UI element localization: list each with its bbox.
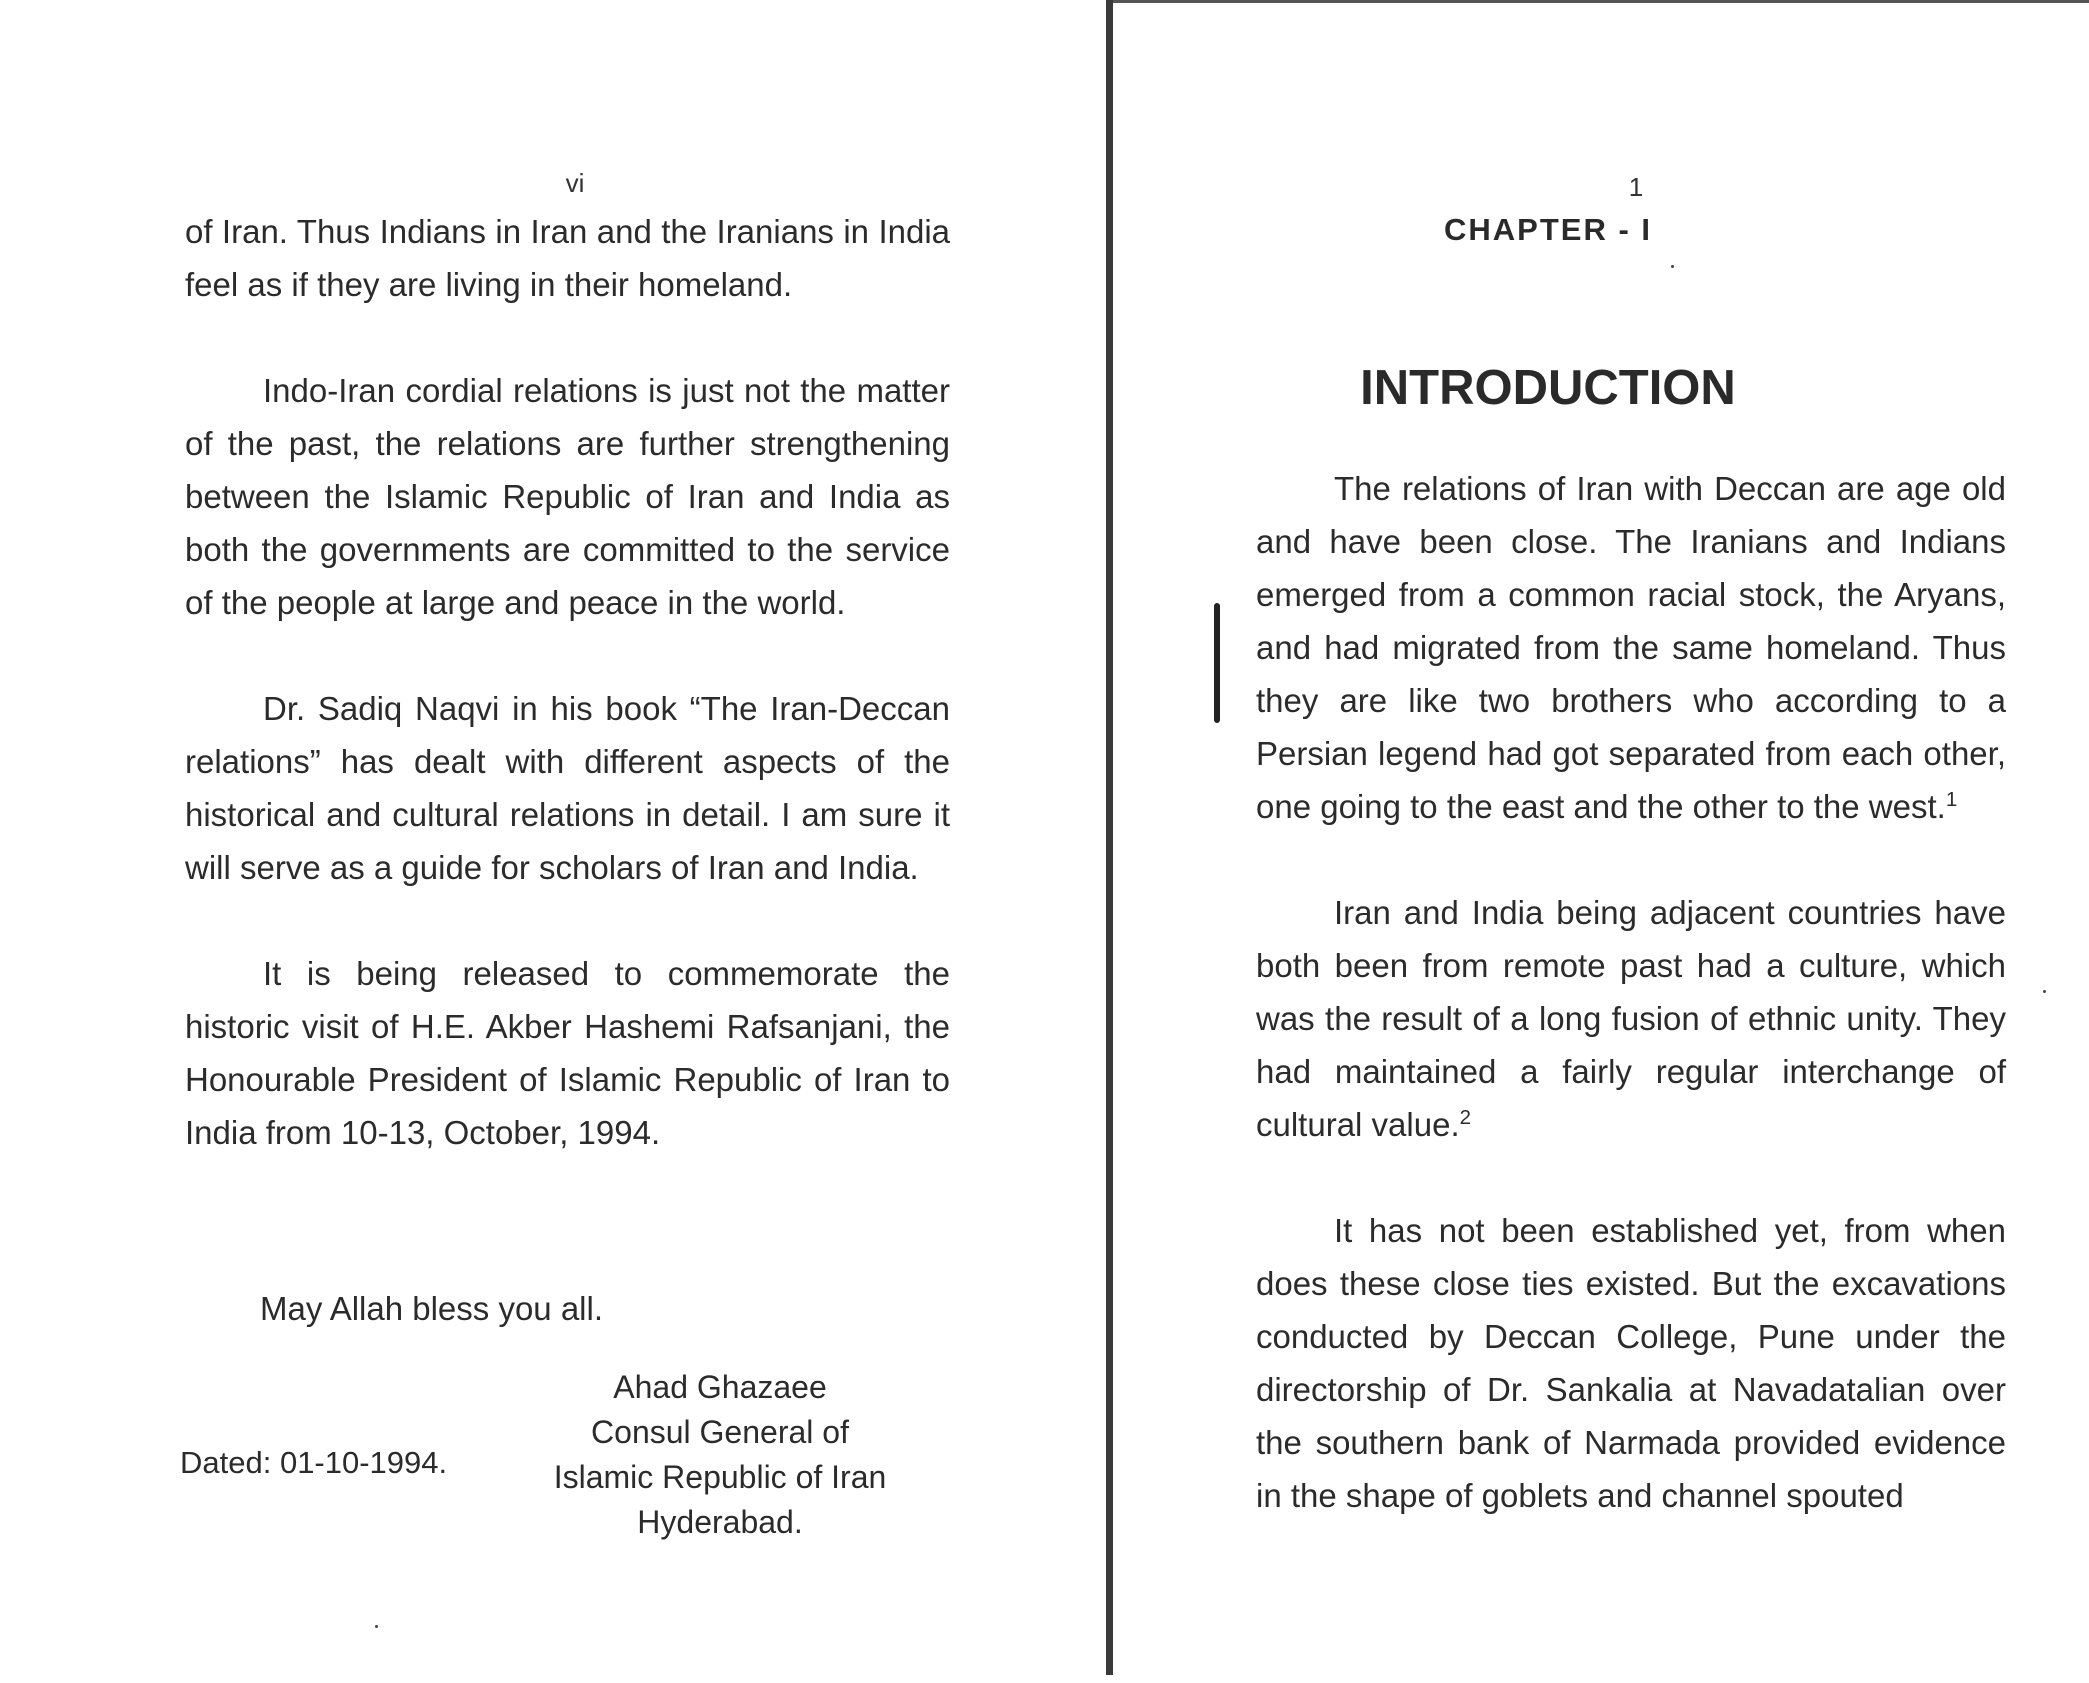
signatory-title: Consul General of [591,1414,849,1450]
margin-mark [1214,603,1220,723]
paragraph-text: Iran and India being adjacent countries have both been from remote past had a culture, which was the result of a long fusion of ethnic unity. They had maintained a fairly regular interchange of cultural value. [1256,894,2006,1143]
print-speck [1671,265,1674,268]
right-page [1113,0,2089,1683]
blessing-line: May Allah bless you all. [260,1290,604,1327]
signatory-name: Ahad Ghazaee [613,1369,827,1405]
chapter-label: CHAPTER - I [1444,212,1652,247]
book-spine [1106,0,1113,1675]
signatory-organization: Islamic Republic of Iran [553,1459,887,1495]
right-page-number: 1 [1628,172,1644,202]
print-speck [2043,990,2046,993]
signature-block [510,1365,930,1545]
footnote-marker: 1 [1945,788,1958,811]
paragraph: of Iran. Thus Indians in Iran and the Iranians in India feel as if they are living in their homeland. [185,213,950,303]
paragraph [1256,462,2006,833]
left-page-number: vi [565,168,585,198]
signatory-city: Hyderabad. [637,1504,803,1540]
paragraph [1256,1204,2006,1522]
paragraph: Indo-Iran cordial relations is just not the matter of the past, the relations are further strengthening between the Islamic Republic of Iran and India as both the governments are committed to the service of the people at large and peace in the world. [185,372,950,621]
chapter-title: INTRODUCTION [1360,361,1736,415]
date-line: Dated: 01-10-1994. [180,1445,448,1480]
paragraph-text: The relations of Iran with Deccan are age old and have been close. The Iranians and Indians emerged from a common racial stock, the Aryans, and had migrated from the same homeland. Thus they are like two brothers who according to a Persian legend had got separated from each other, one going to the east and the other to the west. [1256,470,2006,825]
paragraph-text: It has not been established yet, from when does these close ties existed. But the excavations conducted by Deccan College, Pune under the directorship of Dr. Sankalia at Navadatalian over the southern bank of Narmada provided evidence in the shape of goblets and channel spouted [1256,1212,2006,1514]
right-page-body [1256,462,2006,1575]
left-page-body [185,205,950,1212]
paragraph: Dr. Sadiq Naqvi in his book “The Iran-Deccan relations” has dealt with different aspects of the historical and cultural relations in detail. I am sure it will serve as a guide for scholars of Iran and India. [185,690,950,886]
paragraph [1256,886,2006,1151]
paragraph: It is being released to commemorate the historic visit of H.E. Akber Hashemi Rafsanjani, the Honourable President of Islamic Republic of Iran to India from 10-13, October, 1994. [185,955,950,1151]
print-speck [375,1625,378,1628]
footnote-marker: 2 [1459,1106,1471,1129]
